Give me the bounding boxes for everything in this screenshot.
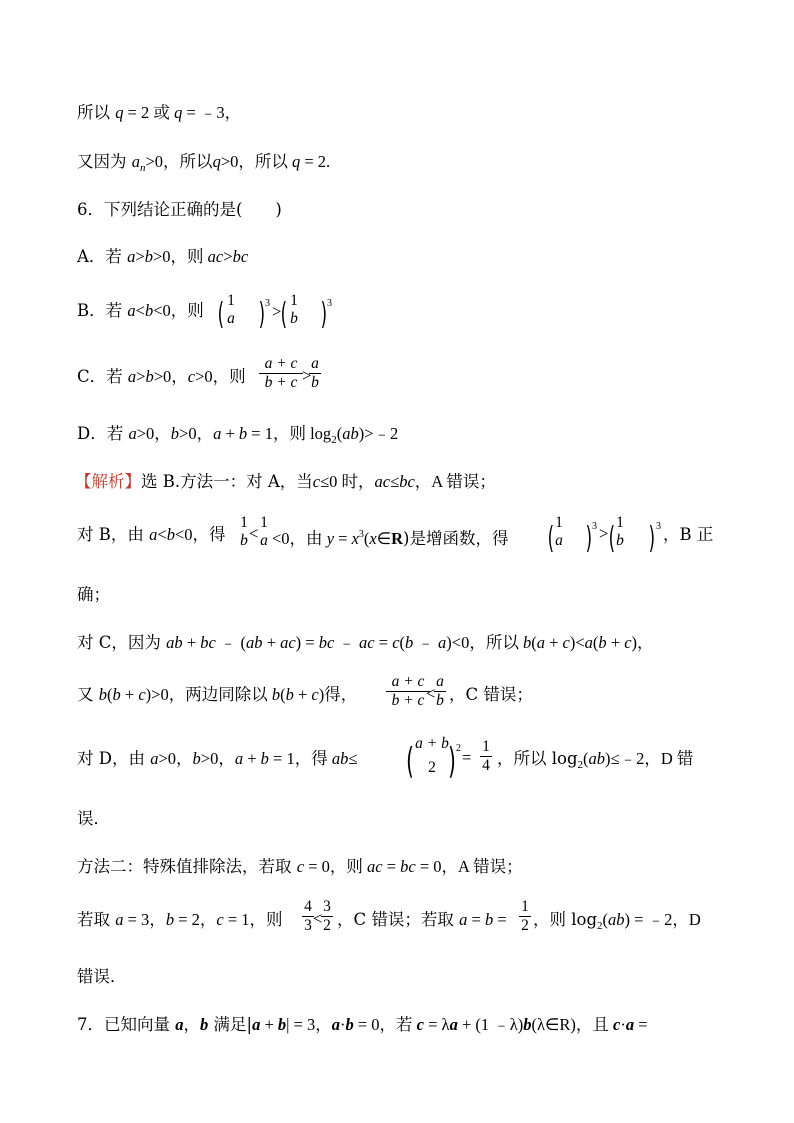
method-2-line-2-tail: ，则 $\log_2(ab)$ = ﹣2，D [533, 910, 701, 932]
less-than: < [426, 684, 436, 703]
fraction-a-over-b: a b [434, 673, 446, 710]
analysis-line-d: 对 D，由 a>0，b>0，a + b = 1，得 ab≤ [77, 749, 358, 768]
analysis-line-c-2: 又 b(b + c)>0，两边同除以 b(b + c)得， [77, 685, 358, 704]
analysis-line-d-tail: ，所以 $\log_2(ab)\le﹣2$，D 错 [497, 749, 694, 771]
right-paren: ) [320, 297, 328, 332]
greater-than: > [272, 302, 282, 321]
right-paren: ) [648, 521, 656, 556]
method-2-line-3: 错误． [77, 967, 127, 986]
fraction-a-plus-b-over-2: a + b 2 [415, 735, 449, 776]
fraction-a-plus-c-over-b-plus-c: a + c b + c [386, 673, 430, 710]
method-2-line-1: 方法二：特殊值排除法，若取 c = 0，则 ac = bc = 0，A 错误； [77, 857, 523, 876]
fraction-1-over-a: 1 a [260, 514, 268, 549]
fraction-1-over-a: 1 a [227, 292, 235, 327]
fraction-1-over-a: 1 a [555, 514, 563, 549]
analysis-line-b-part1: 对 B，由 a<b<0，得 [77, 525, 226, 544]
fraction-a-plus-c-over-b-plus-c: a + c b + c [259, 355, 303, 392]
analysis-line-b-part2: <0，由 $y = x^3(x\in R)$是增函数，得 [272, 529, 509, 548]
right-paren: ) [258, 297, 266, 332]
option-a: A．若 a>b>0，则 ac>bc [77, 247, 249, 266]
solution-line-q: 所以 q = 2 或 q = ﹣3， [77, 103, 242, 122]
fraction-3-over-2: 3 2 [321, 898, 333, 935]
left-paren: ( [608, 521, 616, 556]
analysis-line-c: 对 C，因为 ab + bc ﹣ (ab + ac) = bc ﹣ ac = c(b ﹣ a)<0，所以 b(a + c)<a(b + c)， [77, 633, 654, 652]
question-7-stem: 7．已知向量 a，b 满足|a + b| = 3，a·b = 0，若 c = λa + (1 ﹣λ)b(λ∈R)，且 c·a = [77, 1015, 648, 1034]
exponent: 3 [327, 298, 332, 309]
less-than: < [313, 909, 323, 928]
exponent: 3 [592, 521, 597, 532]
right-paren: ) [585, 521, 593, 556]
greater-than: > [302, 366, 312, 385]
less-than: < [249, 524, 259, 543]
fraction-1-over-2: 1 2 [519, 898, 531, 935]
analysis-line-c-2-tail: ，C 错误； [449, 685, 533, 704]
right-paren: ) [448, 741, 456, 782]
option-d: D．若 a>0，b>0，a + b = 1，则 $\log_2(ab)>﹣2$ [77, 424, 399, 446]
fraction-a-over-b: a b [309, 355, 321, 392]
analysis-line-d-wrap: 误． [77, 809, 110, 828]
equals: = [462, 748, 472, 767]
fraction-1-over-b: 1 b [290, 292, 298, 327]
left-paren: ( [280, 297, 288, 332]
question-6-stem: 6．下列结论正确的是( ) [77, 200, 282, 219]
fraction-4-over-3: 4 3 [302, 898, 314, 935]
solution-line-conclusion: 又因为 $a_n>0$，所以q>0，所以 q = 2. [77, 152, 331, 174]
method-2-line-2: 若取 a = 3，b = 2，c = 1，则 [77, 910, 283, 929]
left-paren: ( [406, 741, 414, 782]
option-b: B．若 a<b<0，则 [77, 301, 204, 320]
exponent: 2 [456, 743, 461, 754]
method-2-line-2-mid: ，C 错误；若取 a = b = [337, 910, 507, 929]
analysis-line-b-tail: ，B 正 [663, 525, 714, 544]
analysis-tag: 【解析】 [75, 472, 141, 491]
option-c: C．若 a>b>0，c>0，则 [77, 367, 246, 386]
fraction-1-over-b: 1 b [240, 514, 248, 549]
fraction-1-over-4: 1 4 [480, 738, 492, 775]
left-paren: ( [547, 521, 555, 556]
greater-than: > [599, 524, 609, 543]
analysis-line-1: 【解析】选 B.方法一：对 A，当c≤0 时，ac≤bc，A 错误； [75, 472, 496, 491]
exponent: 3 [265, 298, 270, 309]
left-paren: ( [217, 297, 225, 332]
exponent: 3 [656, 521, 661, 532]
fraction-1-over-b: 1 b [616, 514, 624, 549]
analysis-line-b-wrap: 确； [77, 585, 110, 604]
